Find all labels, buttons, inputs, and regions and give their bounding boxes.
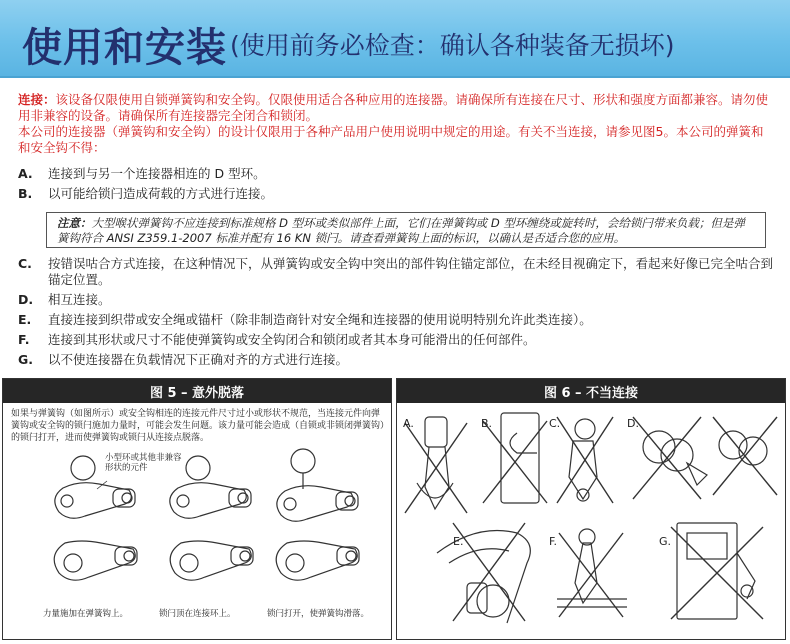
caption-3: 锁闩打开，使弹簧钩滑落。 (267, 609, 370, 619)
diagram-d (633, 417, 777, 499)
list-item (18, 186, 778, 202)
list-item-text: 直接连接到织带或安全绳或锚杆（除非制造商针对安全绳和连接器的使用说明特别允许此类连接）。 (48, 312, 592, 327)
hook-diagram-4 (54, 541, 137, 580)
list-item-key: G. (18, 352, 34, 367)
connection-list-ab (18, 166, 778, 206)
list-item (18, 292, 778, 308)
label-a: A. (403, 417, 414, 430)
header-banner (0, 0, 790, 78)
figure-5-title: 图 5 – 意外脱落 (3, 379, 391, 403)
diagram-c (557, 417, 613, 503)
diagram-e (437, 523, 530, 623)
warning-label: 连接： (18, 92, 56, 107)
hook-diagram-3 (277, 449, 358, 521)
diagram-f (557, 529, 627, 617)
list-item-text: 连接到其形状或尺寸不能使弹簧钩或安全钩闭合和锁闭或者其本身可能滑出的任何部件。 (48, 332, 536, 347)
figure-6-title: 图 6 – 不当连接 (397, 379, 785, 403)
warning-text-2: 本公司的连接器（弹簧钩和安全钩）的设计仅限用于各种产品用户使用说明中规定的用途。有关不当连接，请参见图5。本公司的弹簧和和安全钩不得： (18, 124, 764, 155)
list-item-text: 以不使连接器在负载情况下正确对齐的方式进行连接。 (48, 352, 349, 367)
list-item-text: 按错误咕合方式连接，在这种情况下，从弹簧钩或安全钩中突出的部件钩住锚定部位，在未经目视确定下，看起来好像已完全咕合到锚定位置。 (48, 256, 774, 287)
list-item-text: 连接到与另一个连接器相连的 D 型环。 (48, 166, 266, 181)
warning-text-1: 该设备仅限使用自锁弹簧钩和安全钩。仅限使用适合各种应用的连接器。请确保所有连接在尺寸、形状和强度方面都兼容。请勿使用非兼容的设备。请确保所有连接器完全闭合和锁闭。 (18, 92, 769, 123)
label-b: B. (481, 417, 493, 430)
list-item-key: A. (18, 166, 33, 181)
note-box (46, 212, 766, 248)
list-item-key: C. (18, 256, 32, 271)
page-title: 使用和安装 (22, 25, 227, 71)
figure-5-text: 如果与弹簧钩（如图所示）或安全钩相连的连接元件尺寸过小或形状不规范，当连接元件向弹簧钩或安全钩的锁闩施加力量时，可能会发生问题。该力量可能会造成（自锁或非锁闭弹簧钩）的锁闩打开，进而使弹簧钩或锁闩从连接点脱落。 (11, 409, 385, 443)
label-e: E. (453, 535, 464, 548)
list-item-key: E. (18, 312, 32, 327)
label-f: F. (549, 535, 558, 548)
list-item (18, 332, 778, 348)
diagram-a (405, 417, 467, 513)
caption-1: 力量施加在弹簧钩上。 (43, 609, 129, 619)
list-item-key: F. (18, 332, 30, 347)
hook-diagram-5 (170, 541, 253, 580)
list-item (18, 166, 778, 182)
list-item (18, 312, 778, 328)
list-item-key: B. (18, 186, 33, 201)
diagram-g (671, 523, 763, 619)
improper-connection-diagrams (397, 403, 786, 640)
caption-2: 锁闩顶在连接环上。 (159, 609, 236, 619)
page-subtitle: (使用前务必检查：确认各种装备无损坏) (230, 31, 675, 60)
figure-5-panel (2, 378, 392, 640)
list-item-key: D. (18, 292, 34, 307)
list-item (18, 352, 778, 368)
hook-diagram-6 (276, 541, 359, 580)
callout-label: 小型环或其他非兼容形状的元件 (105, 453, 182, 473)
diagram-b (483, 413, 547, 503)
snap-hook-diagrams (3, 403, 392, 640)
label-c: C. (549, 417, 561, 430)
connection-list-cg (18, 256, 778, 372)
list-item-text: 以可能给锁闩造成荷载的方式进行连接。 (48, 186, 274, 201)
note-label: 注意： (57, 216, 92, 230)
figure-6-panel (396, 378, 786, 640)
list-item (18, 256, 778, 288)
list-item-text: 相互连接。 (48, 292, 111, 307)
note-text: 大型喉状弹簧钩不应连接到标准规格 D 型环或类似部件上面，它们在弹簧钩或 D 型环缠绕或旋转时，会给锁闩带来负载；但是弹簧钩符合 ANSI Z359.1-2007 标准并配有 16 KN 锁闩。请查看弹簧钩上面的标识，以确认是否适合您的应用。 (57, 216, 745, 245)
label-d: D. (627, 417, 639, 430)
label-g: G. (659, 535, 672, 548)
warning-paragraph (18, 92, 773, 156)
